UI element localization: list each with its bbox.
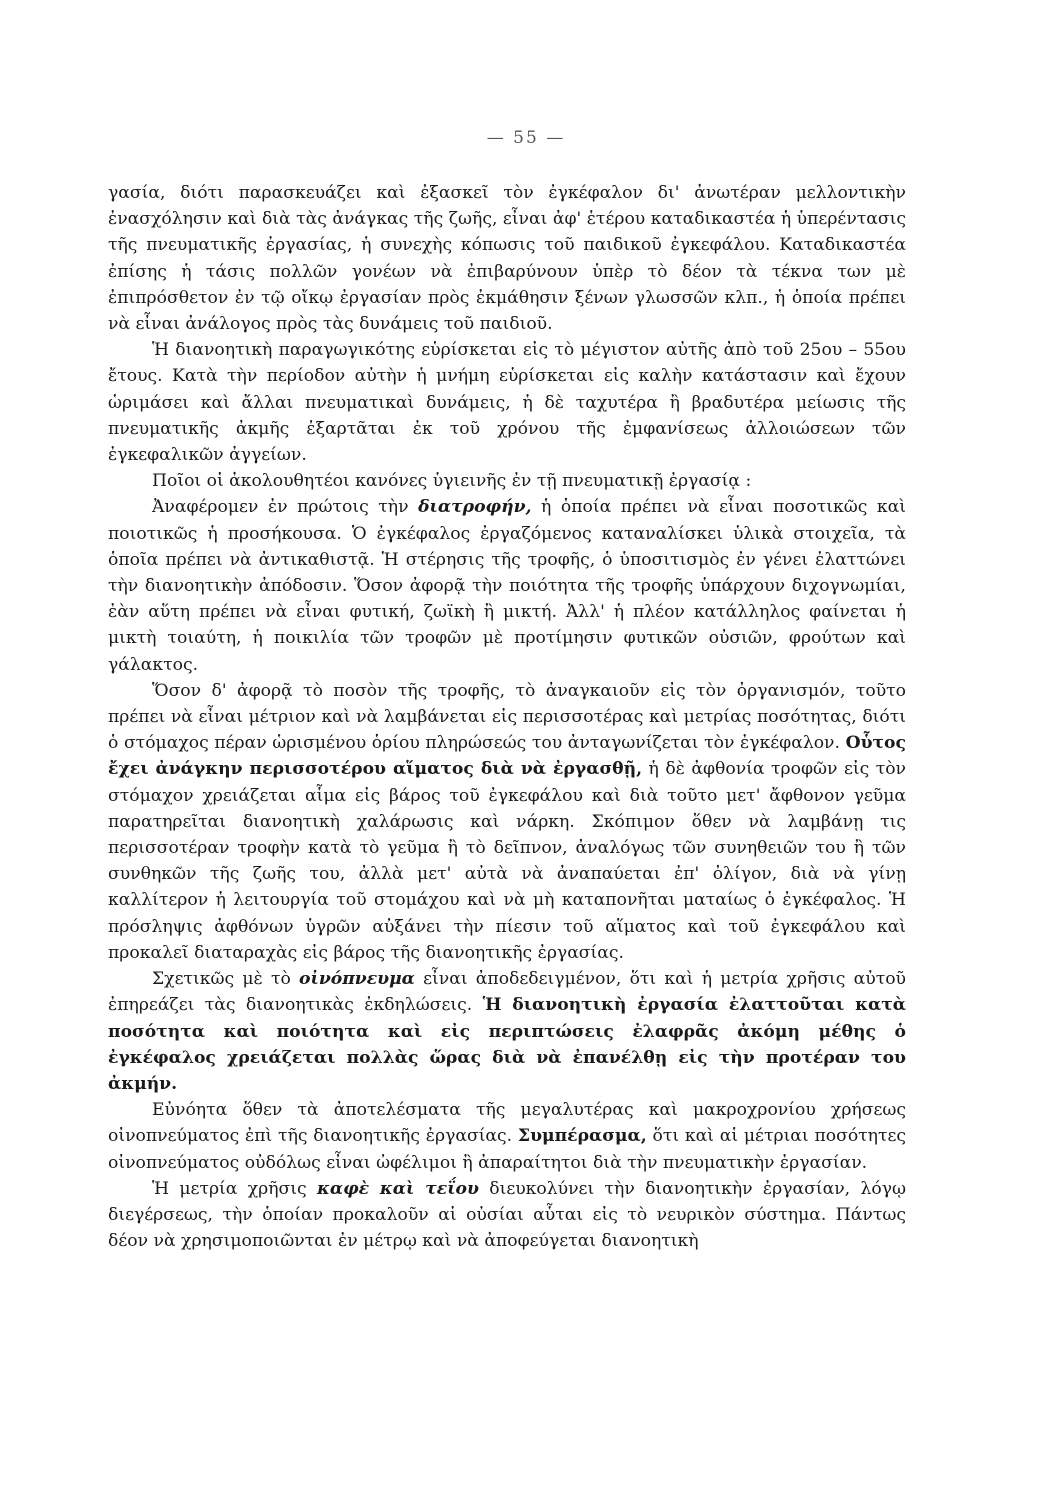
emphasized-text: Συμπέρασμα, bbox=[517, 1126, 647, 1147]
emphasized-text: Οὗτος ἔχει ἀνάγκην περισσοτέρου αἵματος διὰ νὰ ἐργασθῇ, bbox=[108, 733, 906, 780]
text-segment: γασία, διότι παρασκευάζει καὶ ἐξασκεῖ τὸν ἐγκέφαλον δι' ἀνωτέραν μελλοντικὴν ἐνασχόλησιν καὶ διὰ τὰς ἀνάγκας τῆς ζωῆς, εἶναι ἀφ' ἑτέρου καταδικαστέα ἡ ὑπερέντασις τῆς πνευματικῆς ἐργασίας, ἡ συνεχὴς κόπωσις τοῦ παιδικοῦ ἐγκεφάλου. Καταδικαστέα ἐπίσης ἡ τάσις πολλῶν γονέων νὰ ἐπιβαρύνουν ὑπὲρ τὸ δέον τὰ τέκνα των μὲ ἐπιπρόσθετον ἐν τῷ οἴκῳ ἐργασίαν πρὸς ἐκμάθησιν ξένων γλωσσῶν κλπ., ἡ ὁποία πρέπει νὰ εἶναι ἀνάλογος πρὸς τὰς δυνάμεις τοῦ παιδιοῦ. bbox=[108, 183, 906, 335]
paragraph-productivity bbox=[108, 337, 906, 468]
text-segment: Σχετικῶς μὲ τὸ bbox=[152, 969, 300, 990]
text-segment: ἡ δὲ ἀφθονία τροφῶν εἰς τὸν στόμαχον χρειάζεται αἷμα εἰς βάρος τοῦ ἐγκεφάλου καὶ διὰ τοῦτο μετ' ἄφθονον γεῦμα παρατηρεῖται διανοητικὴ χαλάρωσις καὶ νάρκη. Σκόπιμον ὅθεν νὰ λαμβάνῃ τις περισσοτέραν τροφὴν κατὰ τὸ γεῦμα ἢ τὸ δεῖπνον, ἀναλόγως τῶν συνηθειῶν του ἢ τῶν συνθηκῶν τῆς ζωῆς του, ἀλλὰ μετ' αὐτὰ νὰ ἀναπαύεται ἐπ' ὀλίγον, διὰ νὰ γίνῃ καλλίτερον ἡ λειτουργία τοῦ στομάχου καὶ νὰ μὴ καταπονῆται ματαίως ὁ ἐγκέφαλος. Ἡ πρόσληψις ἀφθόνων ὑγρῶν αὐξάνει τὴν πίεσιν τοῦ αἵματος καὶ τοῦ ἐγκεφάλου καὶ προκαλεῖ διαταραχὰς εἰς βάρος τῆς διανοητικῆς ἐργασίας. bbox=[108, 759, 907, 963]
paragraph-food-quantity bbox=[108, 678, 906, 966]
paragraph-alcohol bbox=[108, 966, 906, 1097]
emphasized-text: Ἡ διανοητικὴ ἐργασία ἐλαττοῦται κατὰ ποσότητα καὶ ποιότητα καὶ εἰς περιπτώσεις ἐλαφρᾶς ἀκόμη μέθης ὁ ἐγκέφαλος χρειάζεται πολλὰς ὥρας διὰ νὰ ἐπανέλθῃ εἰς τὴν προτέραν του ἀκμήν. bbox=[108, 995, 906, 1094]
page-number: — 55 — bbox=[486, 128, 566, 148]
paragraph-alcohol-conclusion bbox=[108, 1097, 906, 1176]
text-segment: ὅτι καὶ αἱ μέτριαι ποσότητες οἰνοπνεύματος οὐδόλως εἶναι ὠφέλιμοι ἢ ἀπαραίτητοι διὰ τὴν πνευματικὴν ἐργασίαν. bbox=[108, 1126, 907, 1173]
emphasized-text: καφὲ καὶ τεΐου bbox=[316, 1178, 479, 1199]
text-segment: Ἡ διανοητικὴ παραγωγικότης εὑρίσκεται εἰς τὸ μέγιστον αὐτῆς ἀπὸ τοῦ 25ου – 55ου ἔτους. Κατὰ τὴν περίοδον αὐτὴν ἡ μνήμη εὑρίσκεται εἰς καλὴν κατάστασιν καὶ ἔχουν ὡριμάσει καὶ ἄλλαι πνευματικαὶ δυνάμεις, ἡ δὲ ταχυτέρα ἢ βραδυτέρα μείωσις τῆς πνευματικῆς ἀκμῆς ἐξαρτᾶται ἐκ τοῦ χρόνου τῆς ἐμφανίσεως ἀλλοιώσεων τῶν ἐγκεφαλικῶν ἀγγείων. bbox=[108, 340, 906, 466]
emphasized-text: διατροφήν, bbox=[418, 497, 532, 518]
paragraph-nutrition bbox=[108, 494, 906, 677]
body-text bbox=[108, 180, 906, 1254]
text-segment: εἶναι ἀποδεδειγμένον, ὅτι καὶ ἡ μετρία χρῆσις αὐτοῦ ἐπηρεάζει τὰς διανοητικὰς ἐκδηλώσεις. bbox=[108, 969, 907, 1016]
emphasized-text: οἰνόπνευμα bbox=[299, 969, 415, 990]
text-segment: διευκολύνει τὴν διανοητικὴν ἐργασίαν, λόγῳ διεγέρσεως, τὴν ὁποίαν προκαλοῦν αἱ οὐσίαι αὗται εἰς τὸ νευρικὸν σύστημα. Πάντως δέον νὰ χρησιμοποιῶνται ἐν μέτρῳ καὶ νὰ ἀποφεύγεται διανοητικὴ bbox=[108, 1178, 906, 1252]
text-segment: Ὅσον δ' ἀφορᾷ τὸ ποσὸν τῆς τροφῆς, τὸ ἀναγκαιοῦν εἰς τὸν ὀργανισμόν, τοῦτο πρέπει νὰ εἶναι μέτριον καὶ νὰ λαμβάνεται εἰς περισσοτέρας καὶ μετρίας ποσότητας, διότι ὁ στόμαχος πέραν ὡρισμένου ὁρίου πληρώσεώς του ἀνταγωνίζεται τὸν ἐγκέφαλον. bbox=[108, 680, 906, 754]
text-segment: Εὐνόητα ὅθεν τὰ ἀποτελέσματα τῆς μεγαλυτέρας καὶ μακροχρονίου χρήσεως οἰνοπνεύματος ἐπὶ τῆς διανοητικῆς ἐργασίας. bbox=[108, 1100, 906, 1147]
paragraph-coffee-tea bbox=[108, 1176, 906, 1255]
text-segment: ἡ ὁποία πρέπει νὰ εἶναι ποσοτικῶς καὶ ποιοτικῶς ἡ προσήκουσα. Ὁ ἐγκέφαλος ἐργαζόμενος καταναλίσκει ὑλικὰ στοιχεῖα, τὰ ὁποῖα πρέπει νὰ ἀντικαθιστᾷ. Ἡ στέρησις τῆς τροφῆς, ὁ ὑποσιτισμὸς ἐν γένει ἐλαττώνει τὴν διανοητικὴν ἀπόδοσιν. Ὅσον ἀφορᾷ τὴν ποιότητα τῆς τροφῆς ὑπάρχουν διχογνωμίαι, ἐὰν αὕτη πρέπει νὰ εἶναι φυτική, ζωϊκὴ ἢ μικτή. Ἀλλ' ἡ πλέον κατάλληλος φαίνεται ἡ μικτὴ τοιαύτη, ἡ ποικιλία τῶν τροφῶν μὲ προτίμησιν φυτικῶν οὐσιῶν, φρούτων καὶ γάλακτος. bbox=[108, 497, 906, 675]
paragraph-continuation bbox=[108, 180, 906, 337]
text-segment: Ἀναφέρομεν ἐν πρώτοις τὴν bbox=[152, 497, 419, 518]
text-segment: Ἡ μετρία χρῆσις bbox=[152, 1178, 317, 1199]
paragraph-rules-question bbox=[108, 468, 906, 494]
text-segment: Ποῖοι οἱ ἀκολουθητέοι κανόνες ὑγιεινῆς ἐν τῇ πνευματικῇ ἐργασίᾳ : bbox=[152, 471, 752, 492]
